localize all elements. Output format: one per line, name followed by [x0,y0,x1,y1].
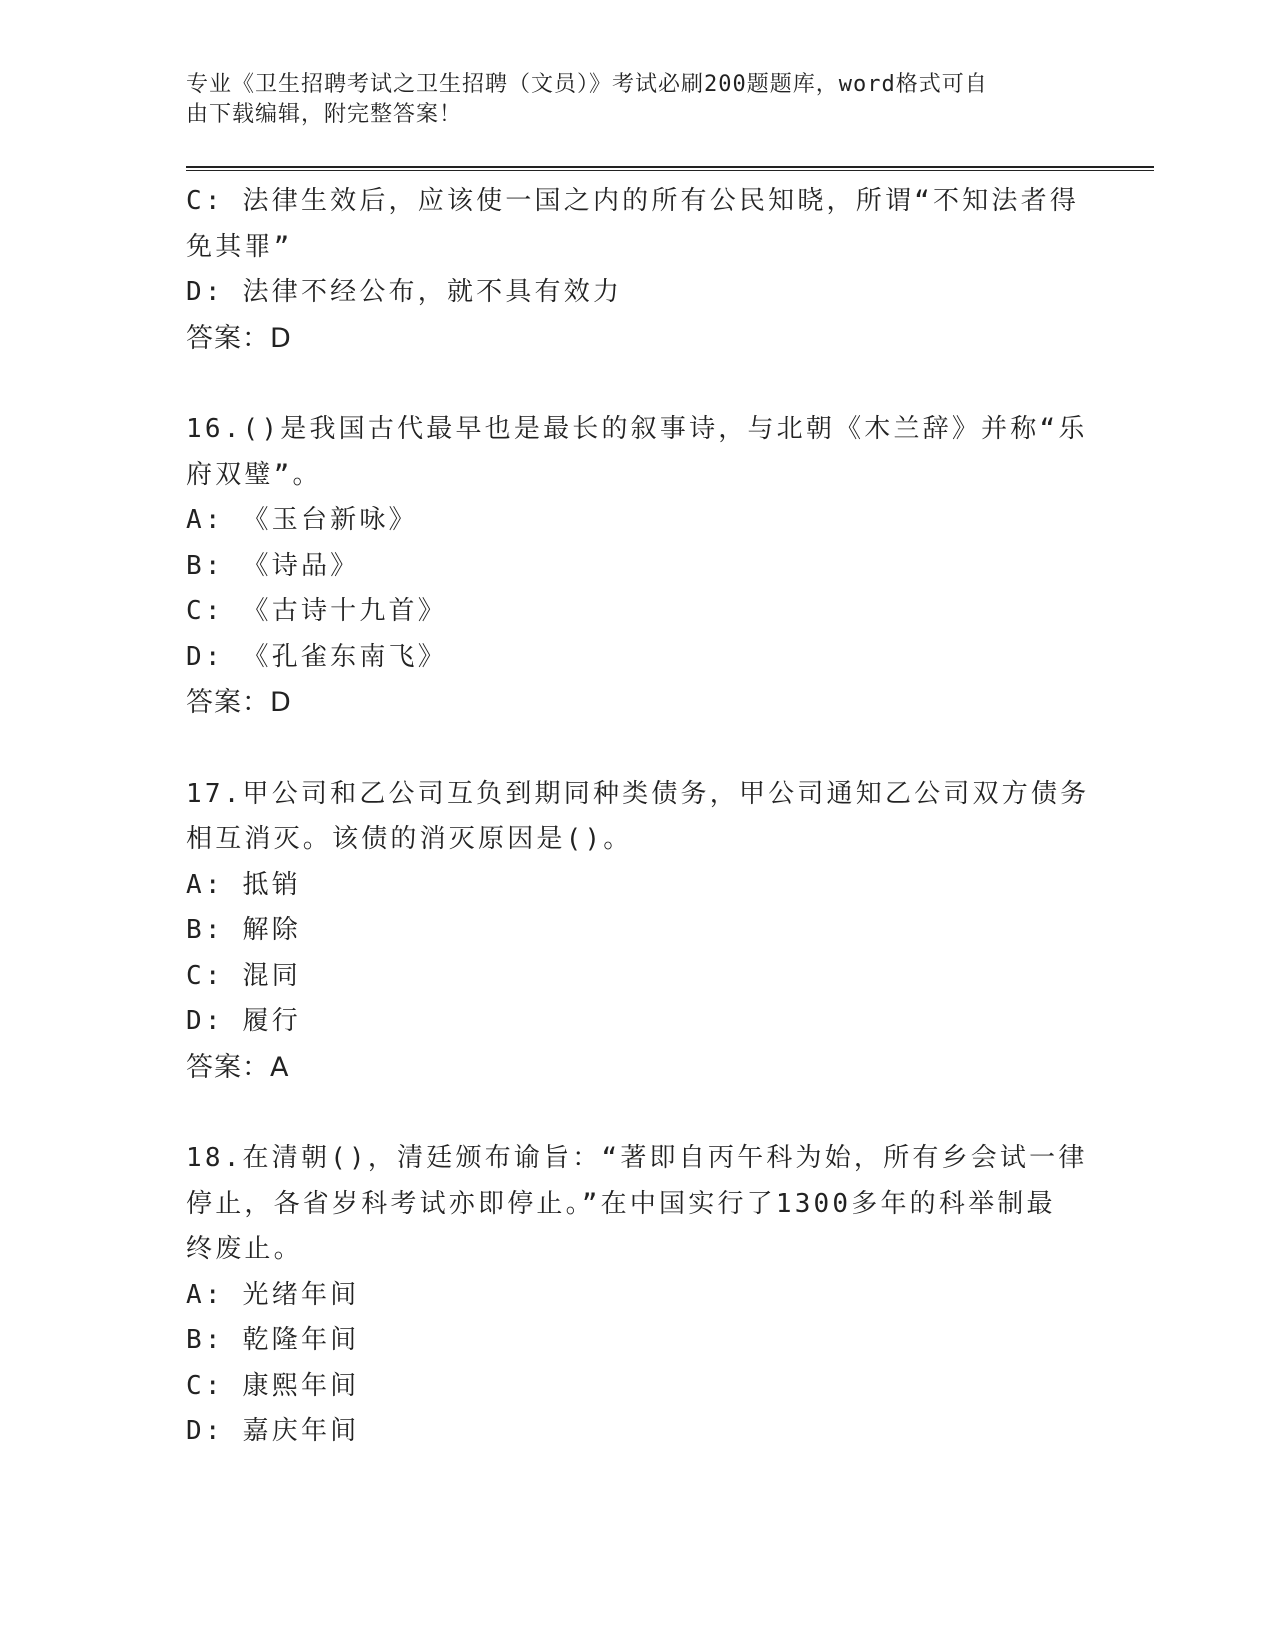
option-c: C: 混同 [186,960,301,991]
question-17 [186,772,1156,1091]
option-b: B: 《诗品》 [186,550,360,581]
question-list [186,179,1156,1455]
question-stem-line-2: 相互消灭。该债的消灭原因是()。 [186,824,633,854]
spacer [186,726,1156,772]
answer: 答案：A [186,1051,290,1083]
option-d: D: 《孔雀东南飞》 [186,641,447,672]
question-stem-line-1: 18.在清朝()，清廷颁布谕旨：“著即自丙午科为始，所有乡会试一律 [186,1143,1088,1173]
option-c-line-2: 免其罪” [186,231,293,262]
question-stem-line-1: 16.()是我国古代最早也是最长的叙事诗，与北朝《木兰辞》并称“乐 [186,414,1088,444]
question-stem-line-2: 府双璧”。 [186,459,322,490]
option-b: B: 解除 [186,915,301,945]
header-divider [186,166,1154,171]
header-title-line-2: 由下载编辑，附完整答案！ [186,102,463,127]
answer: 答案：D [186,687,292,718]
option-d: D: 法律不经公布，就不具有效力 [186,277,623,307]
option-a: A: 光绪年间 [186,1279,360,1310]
question-stem-line-1: 17.甲公司和乙公司互负到期同种类债务，甲公司通知乙公司双方债务 [186,778,1090,809]
option-d: D: 嘉庆年间 [186,1416,360,1446]
answer: 答案：D [186,322,292,354]
option-c: C: 《古诗十九首》 [186,596,447,626]
option-c: C: 康熙年间 [186,1370,360,1401]
spacer [186,361,1156,407]
option-a: A: 《玉台新咏》 [186,505,418,535]
question-stem-line-2: 停止，各省岁科考试亦即停止。”在中国实行了1300多年的科举制最 [186,1188,1056,1219]
spacer [186,1090,1156,1136]
question-stem-line-3: 终废止。 [186,1234,303,1264]
question-18 [186,1136,1156,1455]
question-15-tail [186,179,1156,361]
question-16 [186,407,1156,726]
header-title-line-1: 专业《卫生招聘考试之卫生招聘（文员）》考试必刷200题题库，word格式可自 [186,72,988,97]
option-a: A: 抵销 [186,869,301,900]
option-d: D: 履行 [186,1006,301,1036]
document-page [186,70,1156,1455]
option-c-line-1: C: 法律生效后，应该使一国之内的所有公民知晓，所谓“不知法者得 [186,186,1080,216]
document-header [186,70,1156,130]
option-b: B: 乾隆年间 [186,1325,360,1355]
